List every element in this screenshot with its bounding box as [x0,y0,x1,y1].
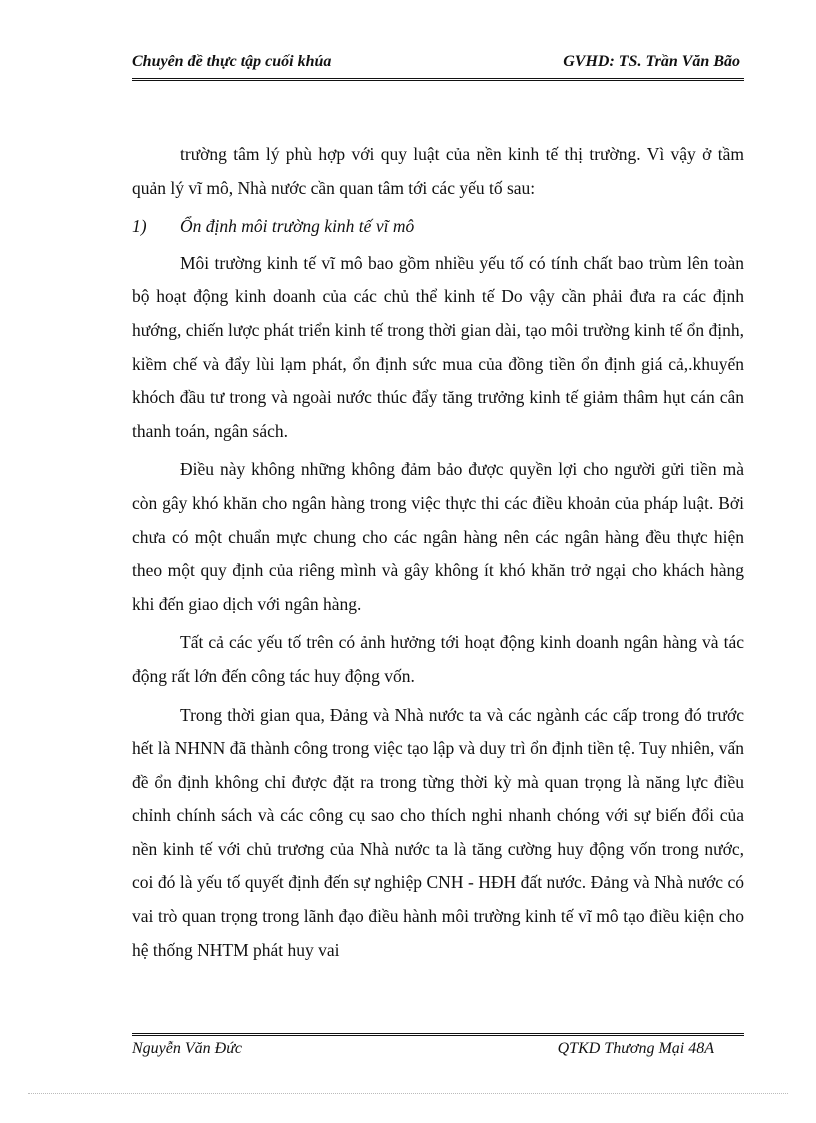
page-footer [132,1033,744,1066]
paragraph-state-role: Trong thời gian qua, Đảng và Nhà nước ta và các ngành các cấp trong đó trước hết là NHNN đã thành công trong việc tạo lập và duy trì ổn định tiền tệ. Tuy nhiên, vấn đề ổn định không chỉ được đặt ra trong từng thời kỳ mà quan trọng là năng lực điều chỉnh chính sách và các công cụ sao cho thích nghi nhanh chóng với sự biến đổi của nền kinh tế với chủ trương của Nhà nước ta là tăng cường huy động vốn trong nước, coi đó là yếu tố quyết định đến sự nghiệp CNH - HĐH đất nước. Đảng và Nhà nước có vai trò quan trọng trong lãnh đạo điều hành môi trường kinh tế vĩ mô tạo điều kiện cho hệ thống NHTM phát huy vai [132,704,744,960]
section-heading [132,210,744,244]
paragraph-depositor-rights: Điều này không những không đảm bảo được quyền lợi cho người gửi tiền mà còn gây khó khăn cho ngân hàng trong việc thực thi các điều khoản của pháp luật. Bởi chưa có một chuẩn mực chung cho các ngân hàng nên các ngân hàng đều thực hiện theo một quy định của riêng mình và gây không ít khó khăn trở ngại cho khách hàng khi đến giao dịch với ngân hàng. [132,459,744,614]
body-text [132,138,744,972]
footer-author: Nguyễn Văn Đức [132,1040,243,1057]
paragraph-macro-environment: Môi trường kinh tế vĩ mô bao gồm nhiều yếu tố có tính chất bao trùm lên toàn bộ hoạt động kinh doanh của các chủ thể kinh tế Do vậy cần phải đưa ra các định hướng, chiến lược phát triển kinh tế trong thời gian dài, tạo môi trường kinh tế ổn định, kiềm chế và đẩy lùi lạm phát, ổn định sức mua của đồng tiền ổn định giá cả,.khuyến khóch đầu tư trong và ngoài nước thúc đẩy tăng trưởng kinh tế giảm thâm hụt cán cân thanh toán, ngân sách. [132,252,744,441]
page-header [132,48,744,81]
section-heading-text: Ổn định môi trường kinh tế vĩ mô [180,216,415,237]
footer-class: QTKD Thương Mại 48A [557,1040,714,1057]
header-supervisor: GVHD: TS. Trần Văn Bão [563,53,740,70]
paragraph-factors-impact: Tất cả các yếu tố trên có ảnh hưởng tới hoạt động kinh doanh ngân hàng và tác động rất lớn đến công tác huy động vốn. [132,632,744,686]
header-course-title: Chuyên đề thực tập cuối khúa [132,53,332,70]
paragraph-continuation: trường tâm lý phù hợp với quy luật của nền kinh tế thị trường. Vì vậy ở tầm quản lý vĩ mô, Nhà nước cần quan tâm tới các yếu tố sau: [132,144,744,198]
page-edge-divider [28,1093,788,1094]
section-heading-number: 1) [132,216,147,237]
